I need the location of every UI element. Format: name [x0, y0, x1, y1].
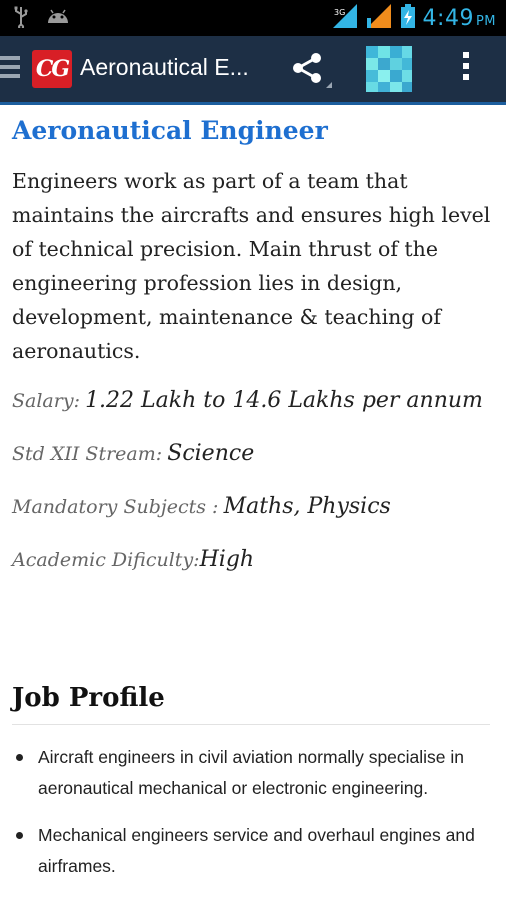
menu-drawer-icon[interactable] — [0, 56, 20, 83]
svg-text:3G: 3G — [333, 8, 345, 17]
salary-row — [12, 386, 498, 417]
usb-icon — [14, 6, 28, 32]
bullet-icon — [16, 832, 23, 839]
stream-label: Std XII Stream: — [12, 443, 163, 465]
list-item — [12, 742, 506, 804]
list-item-text: Aircraft engineers in civil aviation normally specialise in aeronautical mechanical or electronic engineering. — [38, 747, 465, 798]
job-profile-section — [12, 674, 490, 725]
stream-value: Science — [167, 441, 255, 466]
subjects-value: Maths, Physics — [223, 494, 391, 519]
share-icon — [290, 52, 334, 88]
clock: 4:49 PM — [422, 5, 496, 31]
android-icon — [46, 7, 70, 31]
share-button[interactable] — [290, 52, 334, 88]
status-bar — [0, 0, 506, 36]
subjects-row — [12, 492, 498, 523]
app-logo[interactable]: CG — [32, 50, 72, 88]
salary-label: Salary: — [12, 390, 80, 412]
career-description: Engineers work as part of a team that maintains the aircrafts and ensures high level of technical precision. Main thrust of the engineering profession lies in design, development, maintenance & teaching of aeronautics. — [12, 169, 491, 363]
overflow-menu-icon[interactable] — [461, 52, 471, 85]
article — [12, 108, 498, 576]
battery-charging-icon — [401, 4, 415, 32]
difficulty-row — [12, 545, 498, 576]
difficulty-label: Academic Dificulty: — [12, 549, 200, 571]
action-bar-title: Aeronautical E... — [80, 54, 249, 80]
job-profile-list — [12, 742, 506, 898]
stream-row — [12, 439, 498, 470]
list-item-text: Mechanical engineers service and overhaul engines and airframes. — [38, 825, 475, 876]
list-item — [12, 820, 506, 882]
salary-value: 1.22 Lakh to 14.6 Lakhs per annum — [85, 388, 483, 413]
page-title: Aeronautical Engineer — [12, 116, 328, 145]
subjects-label: Mandatory Subjects : — [12, 496, 219, 518]
section-heading: Job Profile — [12, 683, 165, 713]
signal-icon — [333, 4, 359, 32]
divider — [12, 724, 490, 725]
signal-icon — [367, 4, 393, 32]
bullet-icon — [16, 754, 23, 761]
difficulty-value: High — [199, 547, 255, 572]
ad-thumbnail[interactable] — [366, 46, 412, 92]
action-bar — [0, 36, 506, 105]
